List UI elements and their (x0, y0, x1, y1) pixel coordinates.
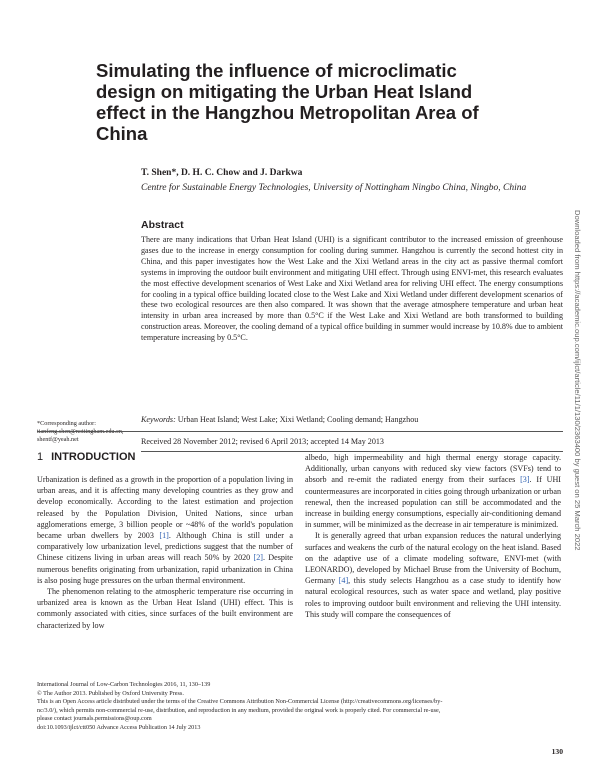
text-run: Urbanization is defined as a growth in the proportion of a population living in urban areas, and it is affecting many developing countries as they grow and develop economically. According to the latest estimation and projection released by the Population Division, United Nations, since urban agglomerations emerge, 3 billion people or ~48% of the world's population became urban dwellers by 2003 (37, 475, 293, 541)
text-run: albedo, high impermeability and high thermal energy storage capacity. Additionally, urban canyons with reduced sky view factors (SVFs) tend to absorb and re-emit the radiated energy from their surfaces (305, 453, 561, 485)
citation-link[interactable]: [3] (520, 475, 530, 485)
keywords-line (141, 415, 563, 424)
citation-link[interactable]: [2] (253, 553, 263, 563)
citation-link[interactable]: [1] (159, 531, 169, 541)
journal-citation: International Journal of Low-Carbon Technologies 2016, 11, 130–139 (37, 681, 211, 688)
page-number: 130 (551, 747, 563, 756)
author-list: T. Shen*, D. H. C. Chow and J. Darkwa (141, 168, 303, 178)
text-run: . Although China is still under a comparatively low urbanization level, predictions suggest that the number of Chinese citizens living in urban areas will reach 50% by 2020 (37, 531, 293, 563)
abstract-heading: Abstract (141, 219, 184, 231)
section-number: 1 (37, 451, 44, 463)
divider-rule (37, 431, 563, 432)
paragraph: The phenomenon relating to the atmospheric temperature rise occurring in urbanized area is known as the Urban Heat Island (UHI) effect. This is commonly associated with cities, since surfaces of the built environment are characterized by low (37, 587, 293, 630)
text-run: . If UHI countermeasures are incorporated in cities going through urbanization or urban renewal, then the increased population can still be accommodated and the increase in building energy consumptions, especially air-conditioning demand in summer, will be minimized as the decrease in air temperature is minimized. (305, 475, 561, 530)
download-watermark: Downloaded from https://academic.oup.com/ijlct/article/11/1/130/2363400 by guest on 25 March 2022 (573, 210, 582, 551)
section-heading (37, 451, 135, 463)
abstract-text: There are many indications that Urban Heat Island (UHI) is a significant contributor to the increased emission of greenhouse gases due to the increase in energy consumption for cooling during summer. Hangzhou is currently the second hottest city in China, and this paper investigates how the West Lake and the Xixi Wetland areas in the city act as passive thermal comfort systems in improving the outdoor built environment and mitigating UHI effect. Through using ENVI-met, this research evaluates the most effective development scenarios of West Lake and Xixi Wetland area for reliving UHI effect. The energy consumptions for cooling in a typical office building located close to the West Lake and Xixi Wetland under different development scenarios of these two ecological resources are then also compared. It was shown that the average atmosphere temperature and urban heat intensity in urban area increased by more than 0.5°C if the West Lake and Xixi Wetland are both transformed to building construction areas. Moreover, the cooling demand of a typical office building in summer would increase by 10.8% due to ambient temperature increasing by 0.5°C. (141, 235, 563, 343)
corresponding-author-note: *Corresponding author: tianfeng.shen@nottingham.edu.cn, shentf@yeah.net (37, 420, 124, 443)
text-run: , this study selects Hangzhou as a case study to identify how natural ecological resources, such as water space and wetland, play positive roles to improving outdoor built environment and relieving the UHI intensity. This study will compare the consequences of (305, 576, 562, 619)
left-column (37, 474, 293, 631)
license-line: nc/3.0/), which permits non-commercial re-use, distribution, and reproduction in any medium, provided the original work is properly cited. For commercial re-use, (37, 706, 441, 714)
copyright-line: © The Author 2013. Published by Oxford University Press. (37, 689, 184, 697)
doi-line: doi:10.1093/ijlct/ctt050 Advance Access Publication 14 July 2013 (37, 723, 201, 731)
text-run: It is generally agreed that urban expansion reduces the natural underlying surfaces and weakens the curb of the natural ecology on the heat island. Based on the adaptive use of a climate modeling software, ENVI-met (with LEONARDO), developed by Michael Bruse from the University of Bochum, Germany (305, 531, 561, 586)
page-footer (37, 681, 563, 732)
received-dates: Received 28 November 2012; revised 6 April 2013; accepted 14 May 2013 (141, 437, 384, 446)
right-column (305, 452, 561, 620)
keywords-label: Keywords: (141, 415, 176, 424)
text-run: . Despite numerous benefits originating from urbanization, rapid urbanization in China is also posing huge pressures on the urban thermal environment. (37, 553, 293, 585)
keywords-list: Urban Heat Island; West Lake; Xixi Wetland; Cooling demand; Hangzhou (175, 415, 419, 424)
section-title: INTRODUCTION (51, 451, 136, 463)
paragraph (305, 530, 561, 620)
author-affiliation: Centre for Sustainable Energy Technologies, University of Nottingham Ningbo China, Ningbo, China (141, 183, 527, 193)
permissions-line: please contact journals.permissions@oup.com (37, 715, 152, 722)
citation-link[interactable]: [4] (338, 576, 349, 586)
license-line: This is an Open Access article distributed under the terms of the Creative Commons Attribution Non-Commercial License (http://creativecommons.org/licenses/by- (37, 698, 443, 705)
article-title: Simulating the influence of microclimatic design on mitigating the Urban Heat Island effect in the Hangzhou Metropolitan Area of China (96, 60, 479, 144)
paragraph (37, 474, 293, 586)
paragraph (305, 452, 561, 530)
